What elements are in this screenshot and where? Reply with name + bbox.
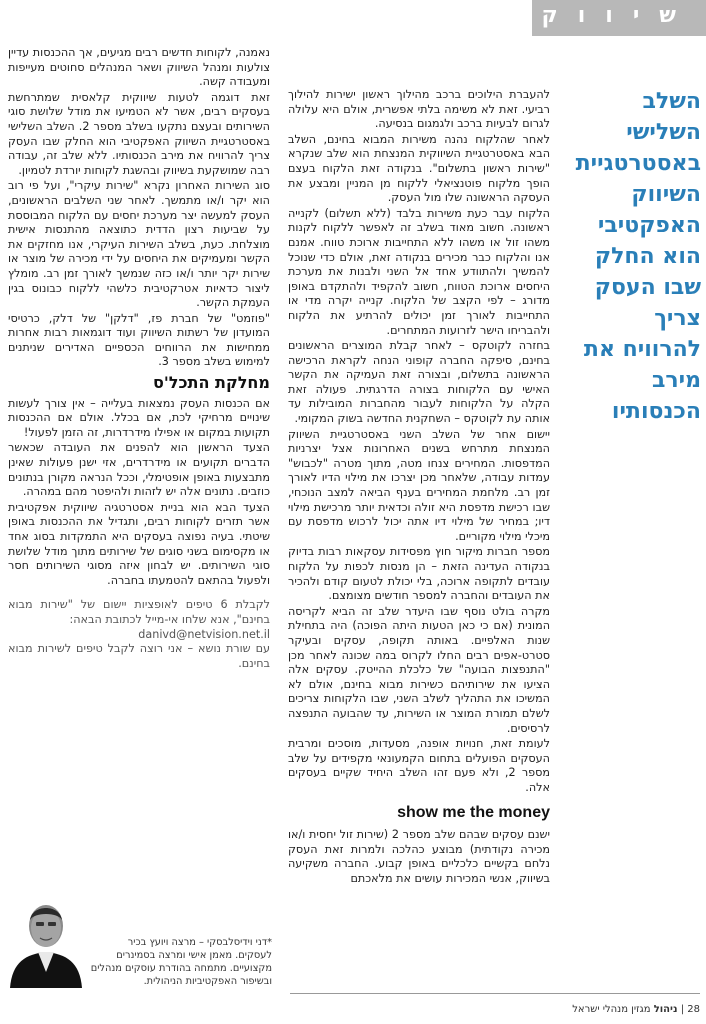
paragraph: לאחר שהלקוח נהנה משירות המבוא בחינם, השלב הבא באסטרטגיית השיווקית המנצחת הוא שלב שנקרא "שירות ראשון בתשלום". בנקודה זאת הלקוח בעצם הופך מלקוח פוטנציאלי ללקוח מן המניין ומבצע את העסקה הראשונה שלו מול העסק. — [288, 132, 550, 205]
paragraph: ישנם עסקים שבהם שלב מספר 2 (שירות זול יחסית ו/או מכירה נקודתית) מבוצע כהלכה ולמרות זאת העסק נלחם בקשיים כלכליים באופן קבוע. החברה משקיעה בשיווק, אנשי המכירות עושים את מלאכתם — [288, 828, 550, 885]
paragraph: הלקוח עבר כעת משירות בלבד (ללא תשלום) לקנייה ראשונה. חשוב מאוד בשלב זה לאפשר ללקוח לקנות משהו זול או משהו ללא התחייבות ארוכת טווח. אמנם אנו והלקוח כבר מכירים בנקודה זאת, אולם כדי שנוכל להמשיך ולהתוודע אחד אל השני ולבנות את מערכת היחסים ארוכת הטווח, חשוב להקפיד ולהתקדם באופן מדורג – לפי הקצב של הלקוח. קנייה יקרה מדי או התחייבות לאורך זמן יכולים להרתיע את הלקוח ולהבריחו הישר לזרועות המתחרים. — [288, 206, 550, 337]
footer-brand: ניהול — [653, 1004, 678, 1015]
paragraph: אם הכנסות העסק נמצאות בעלייה – אין צורך לעשות שינויים מרחיקי לכת, אם בכלל. אולם אם ההכנסות תקועות במקום או אפילו מידרדרות, זה הזמן לפעול! — [8, 396, 270, 439]
article-column-right — [288, 88, 550, 887]
paragraph: סוג השירות האחרון נקרא "שירות עיקרי", ועל פי רוב הוא יקר ו/או מתמשך. לאחר שני השלבים הראשונים, העסק למעשה יצר מערכת יחסים עם הלקוח המבוססת על שביעות רצון הדדית כתוצאה מהתנסות אישית מוצלחת. כעת, בשלב השירות העיקרי, אנו מחזקים את הקשר ומעמיקים את היחסים על ידי מכירה של מוצר או שירות יקר יותר ו/או כזה שנמשך לאורך זמן רב. מומלץ ליצור כדאיות אטרקטיבית כלשהי ללקוח כבונוס בגין העמקת הקשר. — [8, 179, 270, 310]
page-number: 28 — [687, 1004, 700, 1015]
paragraph: יישום אחר של השלב השני באסטרטגיית השיווק המנצחת מתרחש בשנים האחרונות אצל יצרניות המדפסות. המחירים צנחו מטה, מתוך מטרה "לכבוש" עמדות עבודה, שלאחר מכן יצרכו את מילוי הדיו לאורך זמן רב. מלחמת המחירים בענף הביאה למצב הנוכחי, שבו רכישת מדפסת היא זולה וכדאית יותר מרכישת מילוי דיו; במחיר של מילוי דיו אתה יכול לרכוש מדפסת עם מיכלי מילוי מקוריים. — [288, 427, 550, 543]
subheading-tachles: מחלקת התכל'ס — [153, 373, 270, 393]
author-bio: *דני וידיסלבסקי – מרצה ויועץ בכיר לעסקים. מאמן אישי ומרצה בסמינרים מקצועיים. מתמחה בהודרת עוסקים מנהלים ובשיפור האפקטיביות הניהולית. — [90, 937, 272, 987]
footer-magazine: מגזין מנהלי ישראל — [572, 1004, 651, 1015]
paragraph: בחזרה לקוטקס – לאחר קבלת המוצרים הראשונים בחינם, סיפקה החברה קופוני הנחה לקראת הרכישה הראשונה בתשלום, ובצורה זאת העמיקה את הקשר האישי עם הלקוחות בצורה הדרגתית. פעולה זאת הקלה על הלקוחות לעבור מהחברות המובילות עד אותה עת לקוטקס – השחקנית החדשה בשוק המקומי. — [288, 339, 550, 426]
promo-text: לקבלת 6 טיפים לאופציות יישום של "שירות מבוא בחינם", אנא שלחו אי-מייל לכתובת הבאה: — [8, 598, 270, 626]
paragraph: מקרה בולט נוסף שבו היעדר שלב זה הביא לקריסה המונית (אם כי כאן הטעות היתה הפוכה) היה בתחילת שנות האלפיים. באותה תקופה, עסקים ובעיקר סטרט-אפים רבים החלו לקרוס במה שכונה לאחר מכן "התנפצות הבועה" של כלכלת ההייטק. עסקים אלה הציעו את שירותיהם כשירות מבוא בחינם, אולם לא המשיכו את התהליך לשלב השני, שבו הלקוחות צריכים לשלם תמורת המוצר או השירות, עד שהבועה התנפצה לרסיסים. — [288, 604, 550, 735]
footer-divider: | — [677, 1004, 685, 1015]
paragraph: "פוזמט" של חברת פז, "דלקן" של דלק, כרטיסי המועדון של רשתות השיווק ועוד דוגמאות רבות אחרות ממחישות את הרווחים הכספיים האדירים שניתנים למימוש בשלב מספר 3. — [8, 311, 270, 369]
paragraph: נאמנה, לקוחות חדשים רבים מגיעים, אך ההכנסות עדיין צולעות ומנהל השיווק ושאר המנהלים סחוטים מעייפות ומעבודה קשה. — [8, 46, 270, 89]
promo-email[interactable]: danivd@netvision.net.il — [138, 627, 270, 641]
paragraph: הצעד הבא הוא בניית אסטרטגיה שיווקית אפקטיבית אשר תזרים לקוחות רבים, ותגדיל את ההכנסות באופן שיטתי. בעיה נפוצה בעסקים היא התמקדות בסוג אחד או מקסימום בשני סוגים של שירותים מתוך מודל שלושת סוגי השירותים. יש לבחון איזה מסוגי השירותים חסר ולפעול בהתאם להטמעתו בחברה. — [8, 500, 270, 587]
section-title: שיווק — [541, 3, 696, 28]
paragraph: לעומת זאת, חנויות אופנה, מסעדות, מוסכים ומרבית העסקים הפועלים בתחום הקמעונאי מקפידים על שלב מספר 2, ולא פעם זהו השלב היחיד שקיים בעסקים אלה. — [288, 737, 550, 794]
subheading-show-me-the-money: show me the money — [397, 803, 550, 821]
promo-text-2: עם שורת נושא – אני רוצה לקבל טיפים לשירות מבוא בחינם. — [8, 642, 270, 670]
article-column-left — [8, 46, 270, 671]
author-portrait — [6, 892, 86, 988]
paragraph: הצעד הראשון הוא להפנים את העובדה שכאשר הדברים תקועים או מידרדרים, אזי ישנן פעולות שאינן מתבצעות באופן אופטימלי, וככל הנראה מקורן בנתונים כוזבים. נתונים אלה יש לזהות ולהיפטר מהם במהרה. — [8, 441, 270, 499]
promo-box — [8, 598, 270, 671]
paragraph: להעברת הילוכים ברכב מהילוך ראשון ישירות להילוך רביעי. זאת לא משימה בלתי אפשרית, אולם היא עלולה לגרום לבעיות ברכב ולגמגום בנסיעה. — [288, 88, 550, 131]
pull-quote: השלב השלישי באסטרטגיית השיווק האפקטיבי הוא החלק שבו העסק צריך להרוויח את מירב הכנסותיו — [575, 89, 701, 424]
section-header-band — [532, 0, 706, 36]
paragraph: זאת דוגמה לטעות שיווקית קלאסית שמתרחשת בעסקים רבים, אשר לא הטמיעו את מודל שלושת סוגי השירותים ובעצם נתקעו בשלב מספר 2. השלב השלישי באסטרטגיית השיווק האפקטיבי הוא החלק שבו העסק צריך להרוויח את מירב הכנסותיו. ללא שלב זה, עבודה רבה שמושקעת בשיווק ובהשגת לקוחות יורדת לטמיון. — [8, 90, 270, 177]
footer-rule — [290, 993, 700, 994]
page-footer — [572, 1004, 700, 1015]
paragraph: מספר חברות מיקור חוץ מפסידות עסקאות רבות בדיוק בנקודה העדינה הזאת – הן מנסות לכפות על הלקוח עובדים לתקופה ארוכה, בלי יכולת לטעום קודם ולהכיר את העובדים והחברה למספר חודשים מצומצם. — [288, 545, 550, 603]
